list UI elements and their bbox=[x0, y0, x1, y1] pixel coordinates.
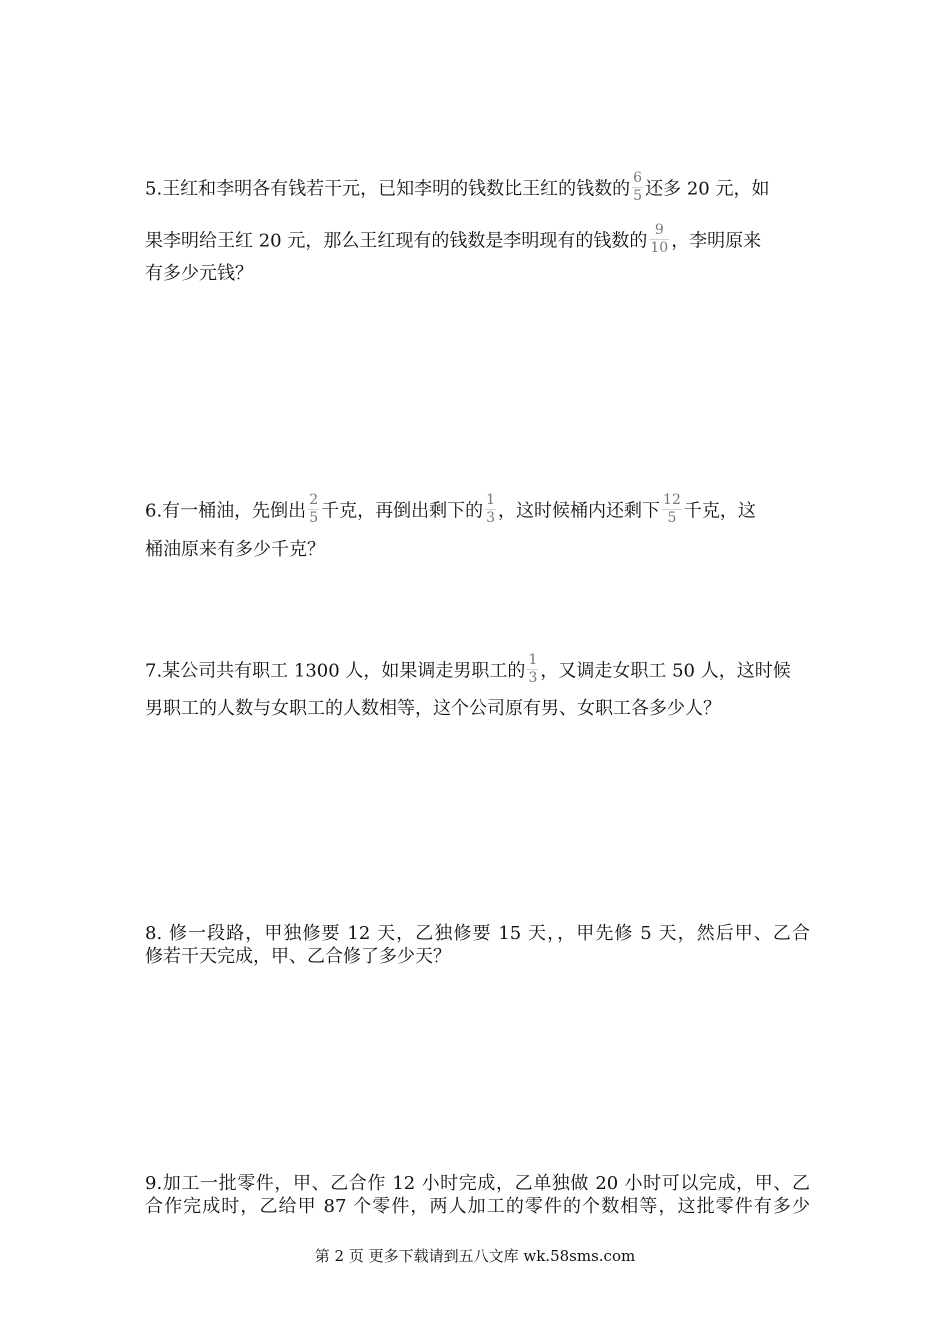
problem-6-line-1 bbox=[145, 492, 810, 528]
problem-6-text: ，这时候桶内还剩下 bbox=[498, 500, 661, 522]
problem-7-line-1 bbox=[145, 652, 810, 688]
fraction-denominator: 3 bbox=[486, 510, 496, 526]
fraction-2-5 bbox=[308, 493, 319, 526]
fraction-denominator: 5 bbox=[309, 510, 319, 526]
fraction-numerator: 1 bbox=[528, 652, 538, 668]
fraction-numerator: 9 bbox=[649, 223, 669, 240]
problem-9-line-1: 9.加工一批零件，甲、乙合作 12 小时完成，乙单独做 20 小时可以完成，甲、乙 bbox=[145, 1173, 810, 1194]
fraction-9-10 bbox=[649, 223, 669, 256]
problem-5-text: 还多 20 元，如 bbox=[645, 178, 770, 200]
page-footer: 第 2 页 更多下载请到五八文库 wk.58sms.com bbox=[314, 1247, 636, 1265]
fraction-denominator: 5 bbox=[633, 188, 643, 204]
fraction-12-5 bbox=[662, 493, 682, 526]
fraction-numerator: 1 bbox=[486, 492, 496, 508]
problem-6-text: 千克，这 bbox=[683, 500, 756, 522]
fraction-1-3 bbox=[527, 653, 538, 686]
fraction-numerator: 6 bbox=[633, 170, 643, 186]
fraction-1-3 bbox=[485, 493, 496, 526]
problem-6-line-2: 桶油原来有多少千克？ bbox=[145, 539, 325, 560]
problem-7-text: ，又调走女职工 50 人，这时候 bbox=[540, 660, 791, 682]
problem-7-text: 7.某公司共有职工 1300 人，如果调走男职工的 bbox=[145, 660, 526, 682]
fraction-denominator: 3 bbox=[528, 670, 538, 686]
problem-5-line-2 bbox=[145, 222, 810, 258]
fraction-denominator: 10 bbox=[650, 240, 669, 256]
problem-5-text: ，李明原来 bbox=[671, 230, 762, 252]
problem-5-text: 果李明给王红 20 元，那么王红现有的钱数是李明现有的钱数的 bbox=[145, 230, 648, 252]
fraction-numerator: 2 bbox=[309, 492, 319, 508]
problem-9-line-2: 合作完成时，乙给甲 87 个零件，两人加工的零件的个数相等，这批零件有多少 bbox=[145, 1196, 810, 1217]
problem-5-text: 5.王红和李明各有钱若干元，已知李明的钱数比王红的钱数的 bbox=[145, 178, 631, 200]
problem-6-text: 千克，再倒出剩下的 bbox=[321, 500, 484, 522]
problem-5-line-1 bbox=[145, 170, 810, 206]
problem-5-line-3: 有多少元钱？ bbox=[145, 263, 253, 284]
fraction-denominator: 5 bbox=[667, 510, 677, 526]
fraction-6-5 bbox=[632, 171, 643, 204]
fraction-numerator: 12 bbox=[663, 492, 681, 508]
problem-8-line-1: 8. 修一段路，甲独修要 12 天，乙独修要 15 天，，甲先修 5 天，然后甲、乙合 bbox=[145, 923, 810, 944]
problem-8-line-2: 修若干天完成，甲、乙合修了多少天？ bbox=[145, 946, 451, 967]
problem-7-line-2: 男职工的人数与女职工的人数相等，这个公司原有男、女职工各多少人？ bbox=[145, 698, 721, 719]
problem-6-text: 6.有一桶油，先倒出 bbox=[145, 500, 307, 522]
